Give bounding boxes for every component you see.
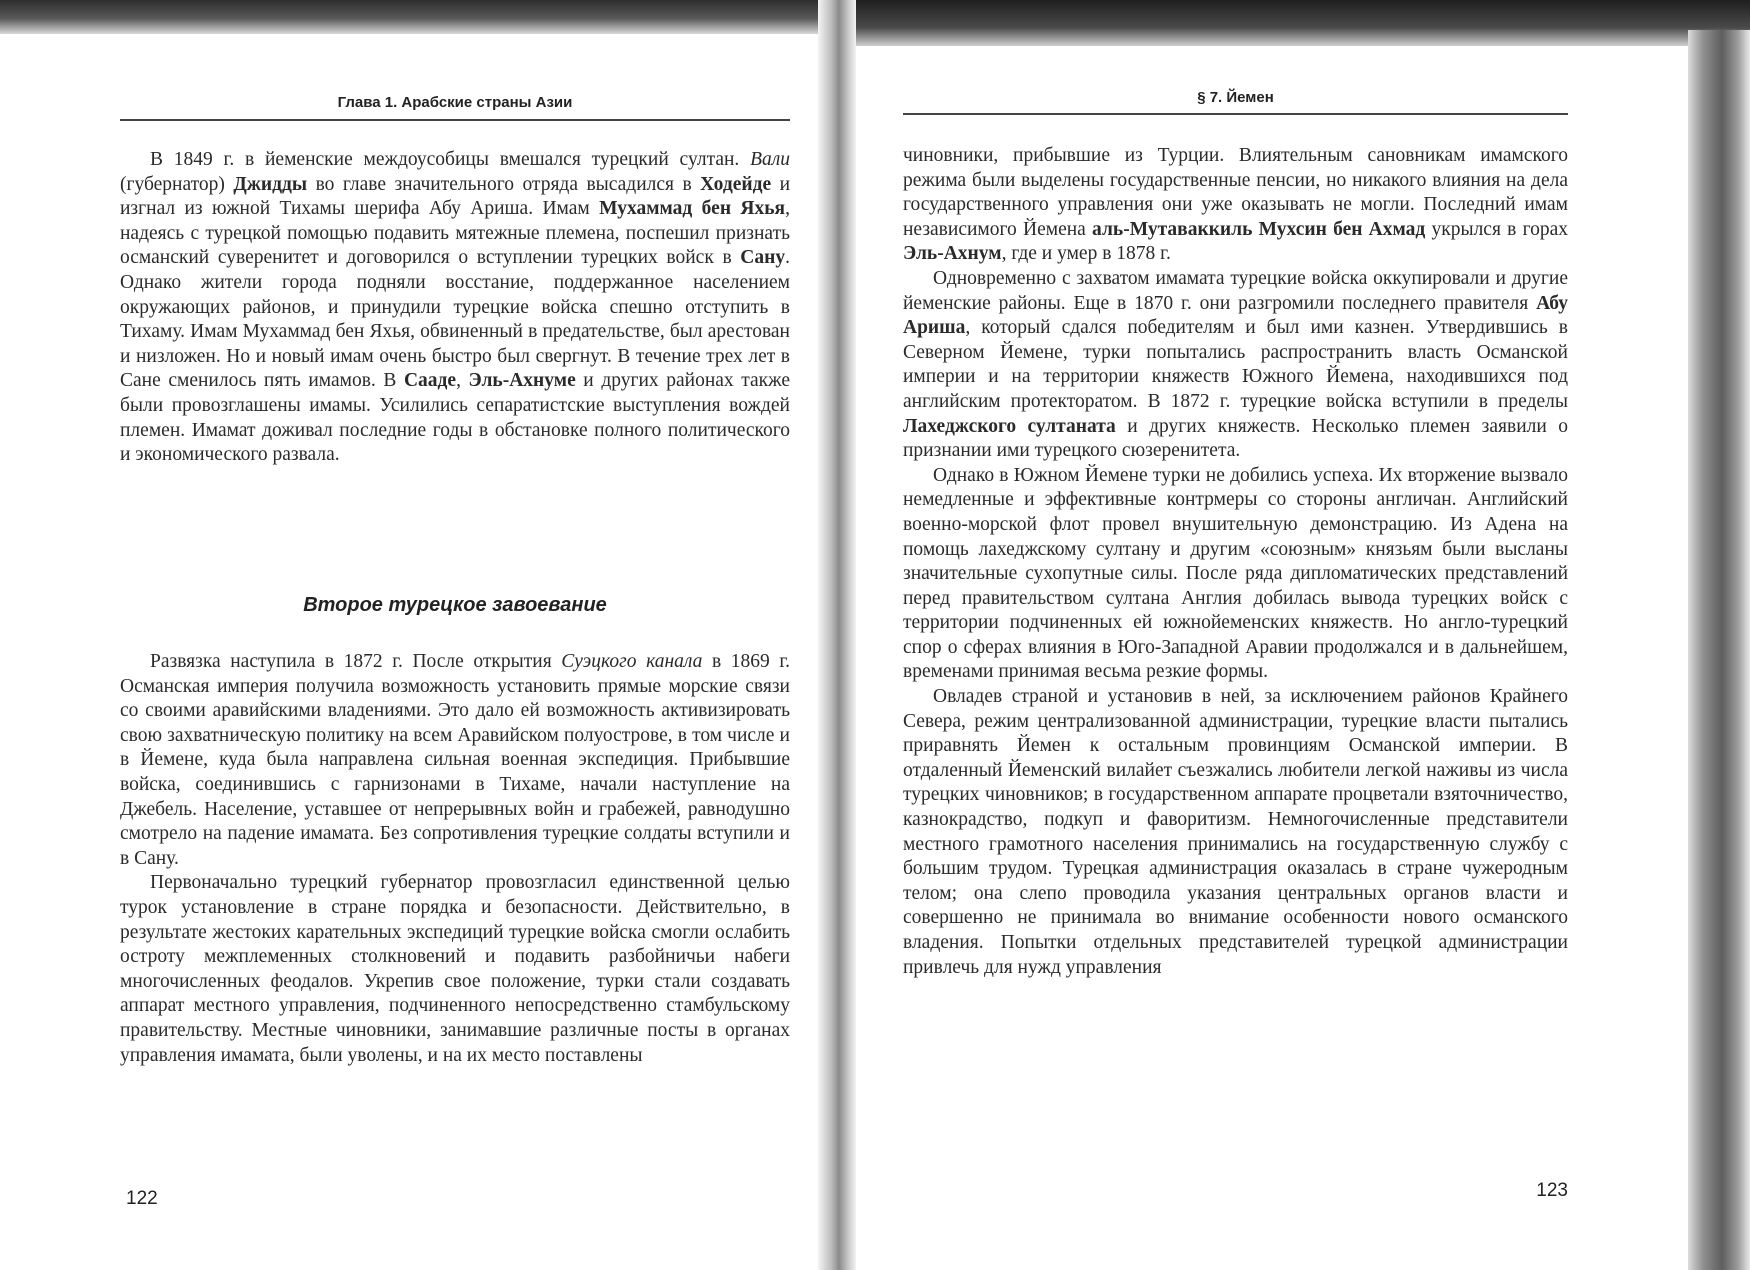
running-head: Глава 1. Арабские страны Азии [337, 94, 573, 111]
paragraph: Овладев страной и установив в ней, за исключением районов Крайнего Севера, режим централизованной администрации, турецкие власти пытались приравнять Йемен к остальным провинциям Османской империи. В отдаленный Йеменский вилайет съезжались любители легкой наживы из числа турецких чиновников; в государственном аппарате процветали взяточничество, казнокрадство, подкуп и фаворитизм. Немногочисленные представители местного грамотного населения принимались на государственную службу с большим трудом. Турецкая администрация оказалась в стране чужеродным телом; она слепо проводила указания центральных органов власти и совершенно не принимала во внимание особенности нового османского владения. Попытки отдельных представителей турецкой администрации привлечь для нужд управления [903, 686, 1568, 978]
header-rule [903, 113, 1568, 115]
paragraph: Одновременно с захватом имамата турецкие войска оккупировали и другие йеменские районы. Еще в 1870 г. они разгромили последнего правителя Абу Ариша, который сдался победителям и был ими казнен. Утвердившись в Северном Йемене, турки попытались распространить власть Османской империи и на территории княжеств Южного Йемена, находившихся под английским протекторатом. В 1872 г. турецкие войска вступили в пределы Лахеджского султаната и других княжеств. Несколько племен заявили о признании ими турецкого сюзеренитета. [903, 267, 1568, 462]
paragraph: чиновники, прибывшие из Турции. Влиятельным сановникам имамского режима были выделены государственные пенсии, но никакого влияния на дела государственного управления они уже оказывать не могли. Последний имам независимого Йемена аль-Мутаваккиль Мухсин бен Ахмад укрылся в горах Эль-Ахнум, где и умер в 1878 г. [903, 145, 1568, 265]
paragraph: Развязка наступила в 1872 г. После открытия Суэцкого канала в 1869 г. Османская империя получила возможность установить прямые морские связи со своими аравийскими владениями. Это дало ей возможность активизировать свою захватническую политику на всем Аравийском полуострове, в том числе и в Йемене, куда была направлена сильная военная экспедиция. Прибывшие войска, соединившись с гарнизонами в Тихаме, начали наступление на Джебель. Население, уставшее от непрерывных войн и грабежей, равнодушно смотрело на падение имамата. Без сопротивления турецкие солдаты вступили и в Сану. [120, 651, 790, 869]
paragraph: Первоначально турецкий губернатор провозгласил единственной целью турок установление в стране порядка и безопасности. Действительно, в результате жестоких карательных экспедиций турецкие войска смогли ослабить остроту межплеменных столкновений и подавить разбойничьи набеги многочисленных феодалов. Укрепив свое положение, турки стали создавать аппарат местного управления, подчиненного непосредственно стамбульскому правительству. Местные чиновники, занимавшие различные посты в органах управления имамата, были уволены, и на их место поставлены [120, 872, 790, 1066]
page-edge-shadow [1688, 30, 1750, 1270]
right-page [903, 0, 1568, 1270]
paragraph: В 1849 г. в йеменские междоусобицы вмешался турецкий султан. Вали (губернатор) Джидды во главе значительного отряда высадился в Ходейде и изгнал из южной Тихамы шерифа Абу Ариша. Имам Мухаммад бен Яхья, надеясь с турецкой помощью подавить мятежные племена, поспешил признать османский суверенитет и договорился о вступлении турецких войск в Сану. Однако жители города подняли восстание, поддержанное населением окружающих районов, и принудили турецкие войска спешно отступить в Тихаму. Имам Мухаммад бен Яхья, обвиненный в предательстве, был арестован и низложен. Но и новый имам очень быстро был свергнут. В течение трех лет в Сане сменилось пять имамов. В Сааде, Эль-Ахнуме и других районах также были провозглашены имамы. Усилились сепаратистские выступления вождей племен. Имамат доживал последние годы в обстановке полного политического и экономического развала. [120, 149, 791, 466]
text-block [120, 148, 790, 468]
book-spine [818, 0, 856, 1270]
page-number: 122 [126, 1188, 158, 1209]
running-head: § 7. Йемен [1197, 89, 1274, 106]
header-rule [120, 119, 790, 121]
text-block [903, 144, 1568, 980]
left-page [120, 0, 790, 1270]
section-heading: Второе турецкое завоевание [303, 594, 607, 616]
text-block [120, 650, 790, 1068]
paragraph: Однако в Южном Йемене турки не добились успеха. Их вторжение вызвало немедленные и эффективные контрмеры со стороны англичан. Английский военно-морской флот провел внушительную демонстрацию. Из Адена на помощь лахеджскому султану и другим «союзным» князьям были высланы значительные сухопутные силы. После ряда дипломатических представлений перед правительством султана Англия добилась вывода турецких войск с территории подчиненных ей южнойеменских княжеств. Но англо-турецкий спор о сферах влияния в Юго-Западной Аравии продолжался и в дальнейшем, временами принимая весьма резкие формы. [903, 464, 1568, 683]
page-number: 123 [1536, 1180, 1568, 1201]
